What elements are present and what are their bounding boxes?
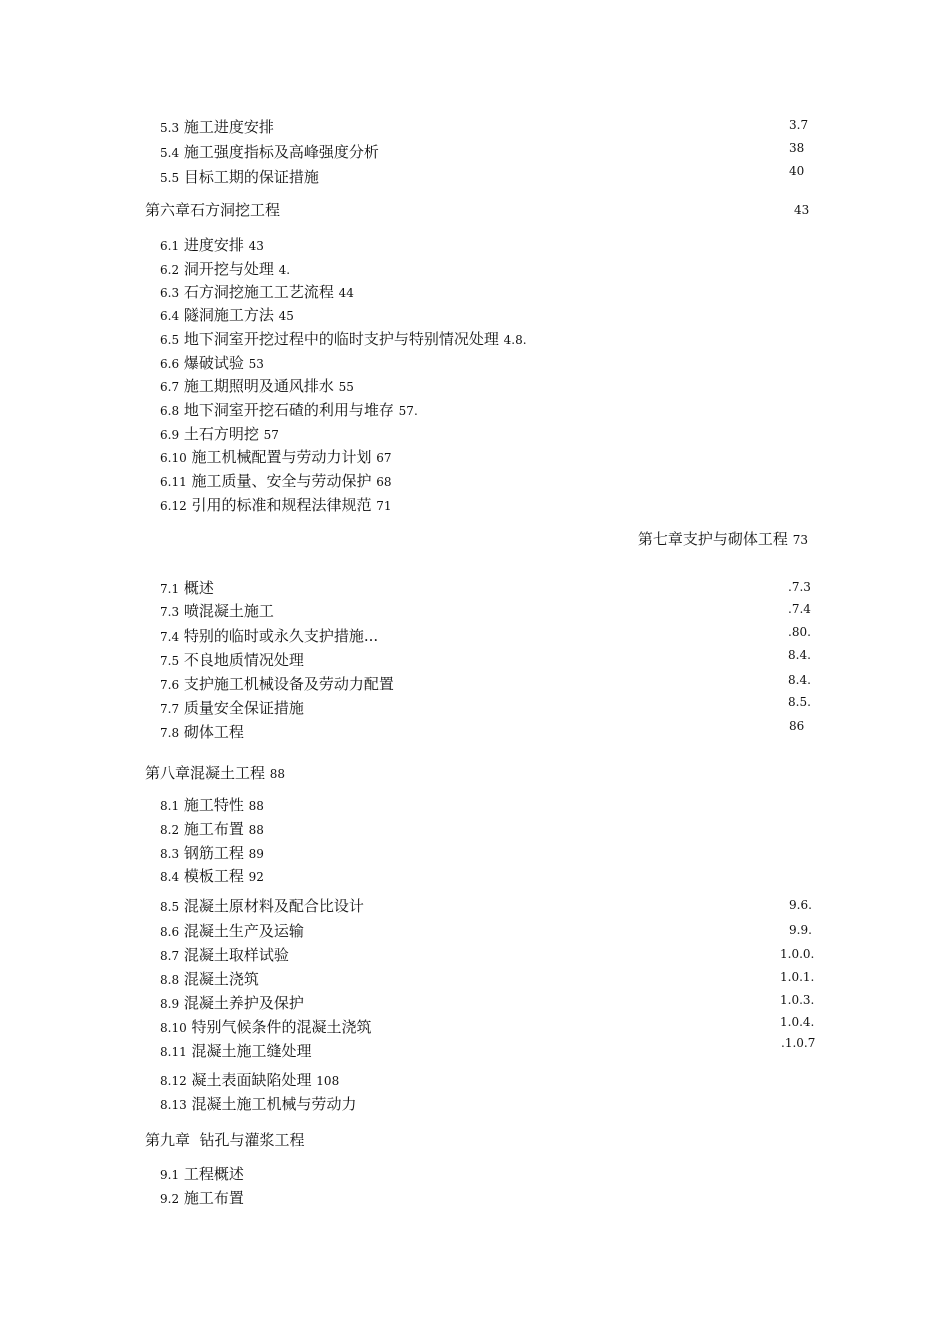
section-number: 7.6: [160, 678, 180, 692]
toc-entry-6-7[interactable]: [0, 375, 950, 395]
toc-entry-7-6[interactable]: [0, 673, 950, 693]
section-title: 工程概述: [183, 1165, 244, 1183]
section-title: 混凝土浇筑: [183, 970, 259, 988]
section-title: 施工特性: [183, 796, 244, 814]
toc-entry-8-12[interactable]: [0, 1069, 950, 1089]
section-title: 特别的临时或永久支护措施...: [183, 627, 379, 645]
toc-entry-9-2[interactable]: [0, 1187, 950, 1207]
section-title: 土石方明挖: [183, 425, 259, 443]
page-number: 73: [792, 533, 808, 547]
section-title: 喷混凝土施工: [183, 602, 274, 620]
toc-chapter-9[interactable]: [0, 1129, 950, 1149]
toc-entry-6-12[interactable]: [0, 494, 950, 514]
page-number: 88: [248, 799, 264, 813]
section-title: 混凝土施工缝处理: [191, 1042, 312, 1060]
page-number: 8.4.: [788, 648, 811, 662]
page-number: 92: [248, 870, 264, 884]
section-number: 7.4: [160, 630, 180, 644]
toc-entry-7-3[interactable]: [0, 600, 950, 620]
section-title: 施工期照明及通风排水: [183, 377, 334, 395]
section-number: 8.2: [160, 823, 180, 837]
section-number: 6.3: [160, 286, 180, 300]
chapter-title: 第八章混凝土工程: [145, 764, 266, 782]
section-title: 引用的标准和规程法律规范: [191, 496, 372, 514]
section-title: 爆破试验: [183, 354, 244, 372]
section-number: 6.9: [160, 428, 180, 442]
section-number: 5.4: [160, 146, 180, 160]
section-title: 进度安排: [183, 236, 244, 254]
page-number: 45: [278, 309, 294, 323]
page-number: 71: [376, 499, 392, 513]
toc-chapter-6[interactable]: [0, 199, 950, 219]
page-number: 9.9.: [789, 923, 812, 937]
section-title: 支护施工机械设备及劳动力配置: [183, 675, 394, 693]
toc-entry-6-9[interactable]: [0, 423, 950, 443]
section-title: 质量安全保证措施: [183, 699, 304, 717]
toc-entry-8-10[interactable]: [0, 1016, 950, 1036]
section-number: 6.10: [160, 451, 187, 465]
page-number: 55: [338, 380, 354, 394]
section-number: 7.8: [160, 726, 180, 740]
section-number: 5.3: [160, 121, 180, 135]
section-number: 8.13: [160, 1098, 187, 1112]
page-number: 8.4.: [788, 673, 811, 687]
toc-entry-8-9[interactable]: [0, 992, 950, 1012]
toc-entry-5-3[interactable]: [0, 116, 950, 136]
toc-chapter-7[interactable]: [0, 528, 950, 548]
section-title: 施工质量、安全与劳动保护: [191, 472, 372, 490]
section-number: 7.3: [160, 605, 180, 619]
page-number: 43: [794, 203, 810, 217]
section-number: 6.2: [160, 263, 180, 277]
page-number: 1.0.1.: [780, 970, 815, 984]
page-number: 4.8.: [503, 333, 527, 347]
section-number: 8.7: [160, 949, 180, 963]
page-number: 43: [248, 239, 264, 253]
page-number: 68: [376, 475, 392, 489]
page-number: 88: [269, 767, 286, 781]
section-number: 8.9: [160, 997, 180, 1011]
page-number: 1.0.4.: [780, 1015, 815, 1029]
toc-entry-5-4[interactable]: [0, 141, 950, 161]
toc-entry-8-4[interactable]: [0, 865, 950, 885]
toc-entry-6-10[interactable]: [0, 446, 950, 466]
toc-entry-7-8[interactable]: [0, 721, 950, 741]
section-number: 8.12: [160, 1074, 187, 1088]
page-number: 57: [263, 428, 279, 442]
page-number: 108: [316, 1074, 340, 1088]
section-title: 洞开挖与处理: [183, 260, 274, 278]
page-number: 38: [789, 141, 805, 155]
section-number: 6.6: [160, 357, 180, 371]
section-number: 6.5: [160, 333, 180, 347]
toc-entry-8-5[interactable]: [0, 895, 950, 915]
section-title: 施工强度指标及高峰强度分析: [183, 143, 379, 161]
page-number: .80.: [788, 625, 811, 639]
section-number: 8.3: [160, 847, 180, 861]
toc-entry-7-4[interactable]: [0, 625, 950, 645]
toc-entry-6-5[interactable]: [0, 328, 950, 348]
page-number: .7.3: [788, 580, 811, 594]
section-title: 施工机械配置与劳动力计划: [191, 448, 372, 466]
section-title: 施工进度安排: [183, 118, 274, 136]
toc-entry-8-2[interactable]: [0, 818, 950, 838]
page-number: 89: [248, 847, 264, 861]
toc-entry-7-1[interactable]: [0, 577, 950, 597]
toc-entry-6-4[interactable]: [0, 304, 950, 324]
section-number: 9.1: [160, 1168, 180, 1182]
toc-entry-8-6[interactable]: [0, 920, 950, 940]
section-title: 施工布置: [183, 1189, 244, 1207]
page-number: 88: [248, 823, 264, 837]
page-number: 57.: [398, 404, 418, 418]
toc-entry-6-2[interactable]: [0, 258, 950, 278]
page-number: 40: [789, 164, 805, 178]
section-number: 6.4: [160, 309, 180, 323]
section-title: 地下洞室开挖石碴的利用与堆存: [183, 401, 394, 419]
section-title: 混凝土施工机械与劳动力: [191, 1095, 357, 1113]
section-title: 钢筋工程: [183, 844, 244, 862]
section-number: 6.11: [160, 475, 187, 489]
section-title: 砌体工程: [183, 723, 244, 741]
toc-entry-6-11[interactable]: [0, 470, 950, 490]
section-number: 5.5: [160, 171, 180, 185]
toc-entry-5-5[interactable]: [0, 166, 950, 186]
chapter-title: 第七章支护与砌体工程: [637, 530, 788, 548]
section-title: 不良地质情况处理: [183, 651, 304, 669]
section-number: 6.7: [160, 380, 180, 394]
section-title: 混凝土生产及运输: [183, 922, 304, 940]
toc-entry-8-1[interactable]: [0, 794, 950, 814]
section-number: 8.4: [160, 870, 180, 884]
section-title: 凝土表面缺陷处理: [191, 1071, 312, 1089]
section-number: 8.5: [160, 900, 180, 914]
toc-entry-8-3[interactable]: [0, 842, 950, 862]
page-number: 4.: [278, 263, 291, 277]
section-number: 8.11: [160, 1045, 187, 1059]
page-number: 53: [248, 357, 264, 371]
toc-entry-8-8[interactable]: [0, 968, 950, 988]
chapter-title: 第六章石方洞挖工程: [145, 201, 281, 219]
page-number: 44: [338, 286, 354, 300]
section-title: 石方洞挖施工工艺流程: [183, 283, 334, 301]
toc-entry-6-8[interactable]: [0, 399, 950, 419]
page-number: .1.0.7: [781, 1036, 816, 1050]
page-number: 3.7: [789, 118, 809, 132]
toc-entry-8-7[interactable]: [0, 944, 950, 964]
page-number: .7.4: [788, 602, 811, 616]
section-number: 8.10: [160, 1021, 187, 1035]
toc-entry-8-13[interactable]: [0, 1093, 950, 1113]
section-number: 8.8: [160, 973, 180, 987]
section-title: 概述: [183, 579, 214, 597]
page-number: 86: [789, 719, 805, 733]
section-number: 7.1: [160, 582, 180, 596]
page-number: 1.0.3.: [780, 993, 815, 1007]
page-number: 8.5.: [788, 695, 811, 709]
section-number: 6.12: [160, 499, 187, 513]
page-number: 67: [376, 451, 392, 465]
section-title: 目标工期的保证措施: [183, 168, 319, 186]
section-title: 混凝土取样试验: [183, 946, 289, 964]
page-number: 9.6.: [789, 898, 812, 912]
toc-entry-7-5[interactable]: [0, 649, 950, 669]
section-title: 施工布置: [183, 820, 244, 838]
section-title: 模板工程: [183, 867, 244, 885]
page-number: 1.0.0.: [780, 947, 815, 961]
toc-chapter-8[interactable]: [0, 762, 950, 782]
section-number: 8.6: [160, 925, 180, 939]
section-number: 8.1: [160, 799, 180, 813]
toc-entry-6-6[interactable]: [0, 352, 950, 372]
toc-entry-9-1[interactable]: [0, 1163, 950, 1183]
section-number: 6.1: [160, 239, 180, 253]
toc-entry-8-11[interactable]: [0, 1036, 950, 1060]
section-number: 6.8: [160, 404, 180, 418]
toc-entry-6-1[interactable]: [0, 234, 950, 254]
toc-entry-7-7[interactable]: [0, 697, 950, 717]
section-title: 隧洞施工方法: [183, 306, 274, 324]
section-number: 7.7: [160, 702, 180, 716]
section-number: 9.2: [160, 1192, 180, 1206]
section-title: 特别气候条件的混凝土浇筑: [191, 1018, 372, 1036]
section-title: 混凝土养护及保护: [183, 994, 304, 1012]
toc-entry-6-3[interactable]: [0, 281, 950, 301]
section-title: 地下洞室开挖过程中的临时支护与特别情况处理: [183, 330, 499, 348]
chapter-title: 第九章 钻孔与灌浆工程: [145, 1131, 305, 1149]
section-title: 混凝土原材料及配合比设计: [183, 897, 364, 915]
section-number: 7.5: [160, 654, 180, 668]
